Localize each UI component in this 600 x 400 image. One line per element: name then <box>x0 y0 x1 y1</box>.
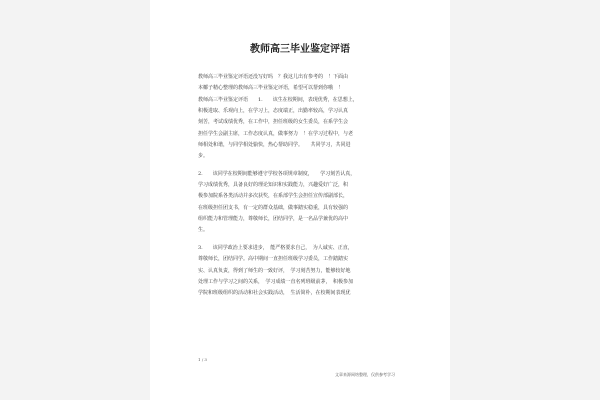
body-line: 教师高三毕业鉴定评语 1. 该生在校期间，表现优秀，在思想上， <box>198 96 358 103</box>
body-line: 学习成绩优秀，具备良好的理论知识和实践能力，兴趣爱好广泛，积 <box>198 182 349 189</box>
body-line: 极参加院系各类活动并多次获奖，在系部学生会担任宣传部副部长， <box>198 193 349 200</box>
body-line: 担任学生会副主席，工作态度认真，做事努力 ！在学习过程中，与老 <box>198 130 354 137</box>
page-number: 1 / 3 <box>198 357 207 362</box>
body-line: 3. 该同学政治上要求进步， 能严格要求自己， 为人诚实、正直， <box>198 244 353 251</box>
body-line: 尊敬师长，团结同学。高中期间一直担任班级学习委员，工作踏踏实 <box>198 256 349 263</box>
body-line: 2. 该同学在校期间能够遵守学校各项规章制度， 学习刻苦认真， <box>198 170 356 177</box>
body-line: 处理工作与学习之间的关系， 学习成绩一直名列班级前茅， 积极参加 <box>198 278 354 285</box>
body-line: 师相处和谐，与同学相处愉快，热心帮助同学。 共同学习，共同进 <box>198 142 351 149</box>
body-line: 教师高三毕业鉴定评语还没写好吗 ？我这儿出有参考的 ！下面由 <box>198 74 349 80</box>
body-line: 生。 <box>198 227 209 234</box>
body-line: 积极进取、乐观向上，在学习上，态度端正，出勤率较高，学习认真 <box>198 108 349 115</box>
body-line: 步。 <box>198 153 209 160</box>
body-line: 在班级担任团支书，有一定的群众基础，做事踏实稳重，具有较强的 <box>198 204 349 211</box>
footer-note: 文章来源网络整理，仅供参考学习 <box>335 372 395 377</box>
document-body <box>198 72 412 300</box>
body-line: 刻苦，考试成绩优秀，在工作中，担任班级的女生委员，在系学生会 <box>198 119 349 126</box>
body-line: 学院和班级组织的活动和社会实践活动， 生活简朴，在校期间表现优 <box>198 290 351 297</box>
document-title: 教师高三毕业鉴定评语 <box>250 44 350 55</box>
body-line: 组织能力和管理能力，尊敬师长，团结同学，是一名品学兼优的高中 <box>198 216 349 223</box>
body-line: 实、认真负责，得到了师生的一致好评， 学习刻苦努力，能够较好地 <box>198 267 351 274</box>
body-line: 本椰子精心整理的教师高三毕业鉴定评语，希望可以帮到你哦 ！ <box>198 85 344 92</box>
document-page <box>150 0 450 400</box>
